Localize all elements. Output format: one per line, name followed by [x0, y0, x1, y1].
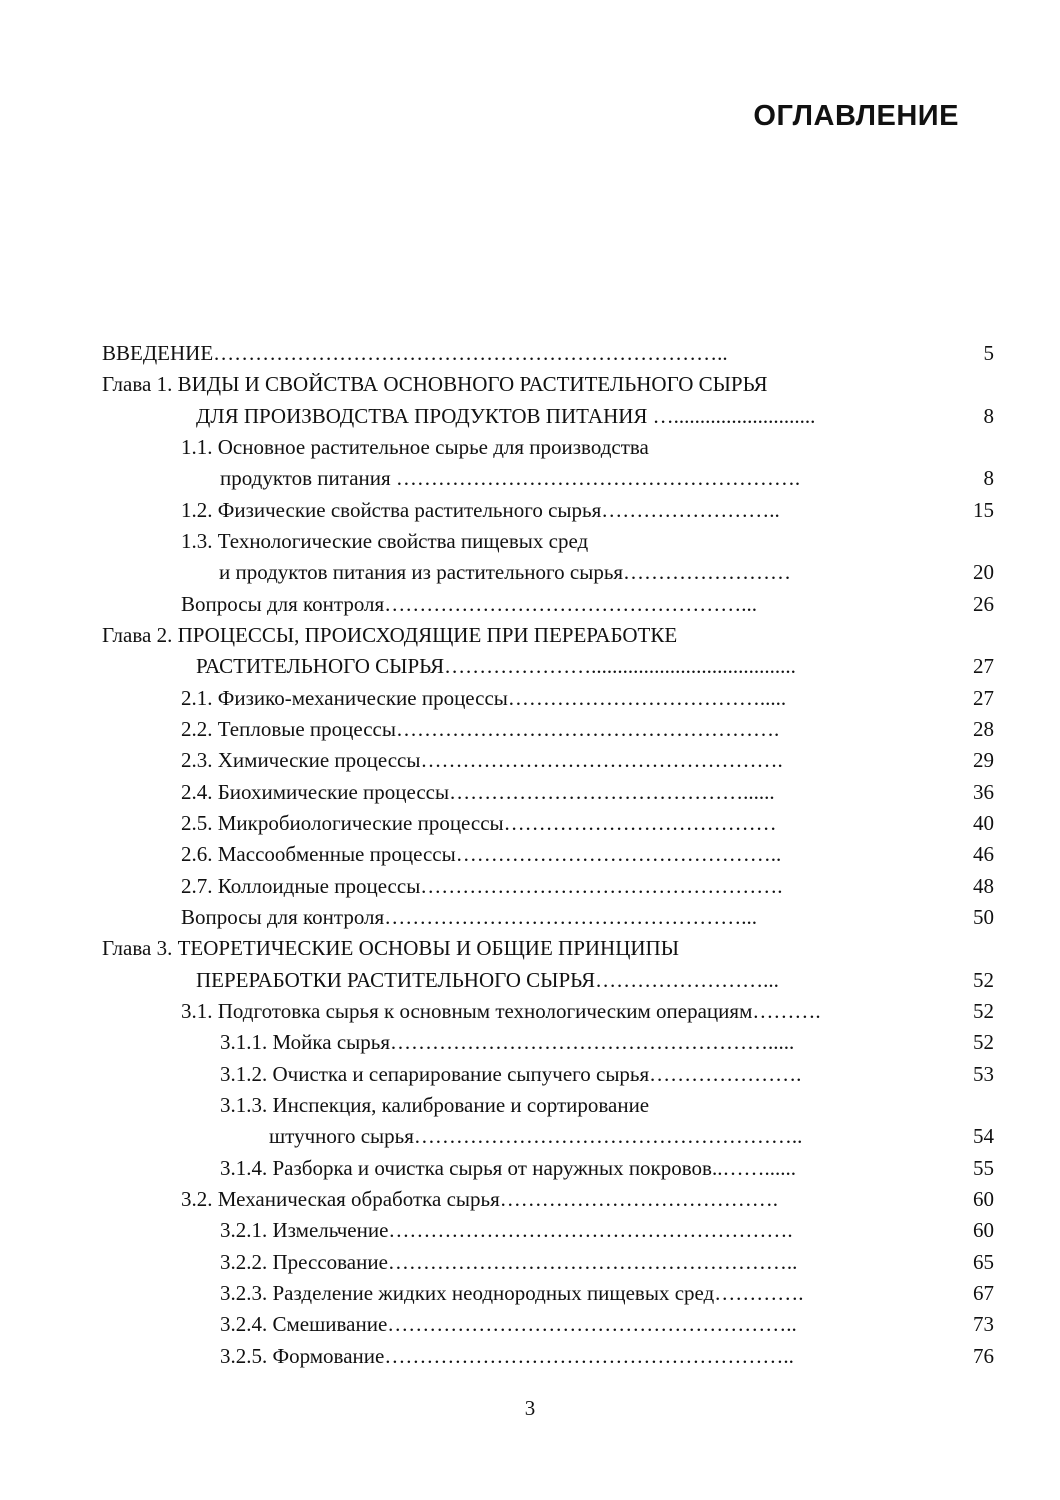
page-title: ОГЛАВЛЕНИЕ — [753, 100, 959, 132]
toc-entry — [102, 1309, 994, 1340]
toc-entry-page: 60 — [973, 1218, 994, 1243]
toc-entry-page: 52 — [973, 1030, 994, 1055]
toc-entry — [102, 1121, 994, 1152]
toc-entry-page: 40 — [973, 810, 994, 835]
toc-entry — [102, 996, 994, 1027]
toc-entry-title: 2.4. Биохимические процессы……………………………………...... — [181, 779, 775, 804]
toc-entry-page: 28 — [973, 716, 994, 741]
toc-entry-title: и продуктов питания из растительного сырья…………………… — [219, 560, 792, 585]
toc-entry-page: 54 — [973, 1124, 994, 1149]
toc-entry — [102, 1341, 994, 1372]
toc-entry-title: 3.1.1. Мойка сырья………………………………………………..... — [220, 1030, 795, 1055]
toc-entry — [102, 589, 994, 620]
toc-entry — [102, 902, 994, 933]
toc-entry-title: 3.2.5. Формование………………………………………………….. — [220, 1343, 794, 1368]
toc-entry-page: 60 — [973, 1186, 994, 1211]
toc-entry-title: ВВЕДЕНИЕ……………………………………………………………….. — [102, 341, 728, 365]
toc-entry-title: Вопросы для контроля……………………………………………... — [181, 591, 757, 616]
toc-entry-page: 8 — [983, 466, 994, 491]
toc-entry-page: 46 — [973, 842, 994, 867]
toc-entry-title: продуктов питания …………………………………………………. — [220, 466, 801, 491]
toc-entry-title: 3.1.4. Разборка и очистка сырья от наружных покровов..……...... — [220, 1155, 796, 1180]
toc-entry-title: 3.2.1. Измельчение…………………………………………………. — [220, 1218, 793, 1243]
toc-entry-title: 3.1.3. Инспекция, калибрование и сортирование — [220, 1092, 650, 1117]
toc-entry-title: 2.2. Тепловые процессы………………………………………………. — [181, 716, 780, 741]
toc-entry — [102, 1090, 994, 1121]
toc-entry — [102, 1278, 994, 1309]
toc-entry-page: 15 — [973, 497, 994, 522]
toc-entry — [102, 1027, 994, 1058]
toc-entry — [102, 714, 994, 745]
toc-entry-page: 50 — [973, 904, 994, 929]
toc-entry-page: 8 — [983, 403, 994, 428]
toc-entry-page: 27 — [973, 685, 994, 710]
toc-entry-page: 53 — [973, 1061, 994, 1086]
toc-entry — [102, 965, 994, 996]
toc-entry-title: штучного сырья……………………………………………….. — [269, 1124, 803, 1149]
toc-entry-page: 55 — [973, 1155, 994, 1180]
toc-entry-page: 67 — [973, 1280, 994, 1305]
toc-entry-title: Вопросы для контроля……………………………………………... — [181, 904, 757, 929]
toc-entry — [102, 463, 994, 494]
toc-entry — [102, 1215, 994, 1246]
toc-entry — [102, 557, 994, 588]
page-number: 3 — [524, 1396, 536, 1420]
toc-entry-title: ДЛЯ ПРОИЗВОДСТВА ПРОДУКТОВ ПИТАНИЯ …........................... — [196, 403, 816, 428]
toc-entry — [102, 369, 994, 400]
toc-entry-title: 3.1. Подготовка сырья к основным технологическим операциям………. — [181, 998, 821, 1023]
toc-entry — [102, 839, 994, 870]
toc-entry-title: 3.2.2. Прессование………………………………………………….. — [220, 1249, 798, 1274]
toc-entry-page: 27 — [973, 654, 994, 679]
toc-entry — [102, 1059, 994, 1090]
toc-entry — [102, 495, 994, 526]
toc-entry-title: 1.3. Технологические свойства пищевых сред — [181, 528, 589, 553]
toc-entry — [102, 933, 994, 964]
toc-entry — [102, 871, 994, 902]
toc-entry — [102, 745, 994, 776]
toc-entry-title: Глава 2. ПРОЦЕССЫ, ПРОИСХОДЯЩИЕ ПРИ ПЕРЕРАБОТКЕ — [102, 622, 678, 647]
toc-entry-page: 52 — [973, 998, 994, 1023]
toc-entry-title: 2.7. Коллоидные процессы……………………………………………. — [181, 873, 783, 898]
table-of-contents — [102, 338, 994, 1372]
toc-entry — [102, 401, 994, 432]
toc-entry-title: 3.2.3. Разделение жидких неоднородных пищевых сред…………. — [220, 1280, 804, 1305]
toc-entry — [102, 1184, 994, 1215]
toc-entry-title: Глава 3. ТЕОРЕТИЧЕСКИЕ ОСНОВЫ И ОБЩИЕ ПРИНЦИПЫ — [102, 936, 680, 961]
toc-entry-title: 2.1. Физико-механические процессы………………………………..... — [181, 685, 787, 710]
toc-entry-title: 2.3. Химические процессы……………………………………………. — [181, 748, 783, 773]
toc-entry-page: 65 — [973, 1249, 994, 1274]
toc-entry — [102, 1247, 994, 1278]
toc-entry-title: 3.2.4. Смешивание………………………………………………….. — [220, 1312, 797, 1337]
toc-entry-page: 29 — [973, 748, 994, 773]
toc-entry-page: 73 — [973, 1312, 994, 1337]
toc-entry — [102, 526, 994, 557]
toc-entry — [102, 1153, 994, 1184]
toc-entry-title: 1.2. Физические свойства растительного сырья…………………….. — [181, 497, 780, 522]
toc-entry-title: 3.2. Механическая обработка сырья…………………………………. — [181, 1186, 779, 1211]
toc-entry-title: 1.1. Основное растительное сырье для производства — [181, 434, 649, 459]
toc-entry-title: 3.1.2. Очистка и сепарирование сыпучего сырья…………………. — [220, 1061, 802, 1086]
toc-entry-page: 26 — [973, 591, 994, 616]
toc-entry-title: Глава 1. ВИДЫ И СВОЙСТВА ОСНОВНОГО РАСТИТЕЛЬНОГО СЫРЬЯ — [102, 372, 768, 397]
toc-entry — [102, 338, 994, 369]
toc-entry-title: РАСТИТЕЛЬНОГО СЫРЬЯ…………………....................................... — [196, 654, 796, 679]
toc-entry — [102, 683, 994, 714]
toc-entry-page: 5 — [983, 341, 994, 365]
toc-entry-page: 48 — [973, 873, 994, 898]
toc-entry — [102, 651, 994, 682]
toc-entry — [102, 808, 994, 839]
toc-entry-title: ПЕРЕРАБОТКИ РАСТИТЕЛЬНОГО СЫРЬЯ……………………... — [196, 967, 779, 992]
toc-entry-page: 52 — [973, 967, 994, 992]
toc-entry-page: 20 — [973, 560, 994, 585]
toc-entry-page: 76 — [973, 1343, 994, 1368]
toc-entry — [102, 432, 994, 463]
toc-entry — [102, 620, 994, 651]
toc-entry-title: 2.6. Массообменные процессы……………………………………….. — [181, 842, 782, 867]
toc-entry — [102, 777, 994, 808]
toc-entry-page: 36 — [973, 779, 994, 804]
toc-entry-title: 2.5. Микробиологические процессы………………………………… — [181, 810, 777, 835]
